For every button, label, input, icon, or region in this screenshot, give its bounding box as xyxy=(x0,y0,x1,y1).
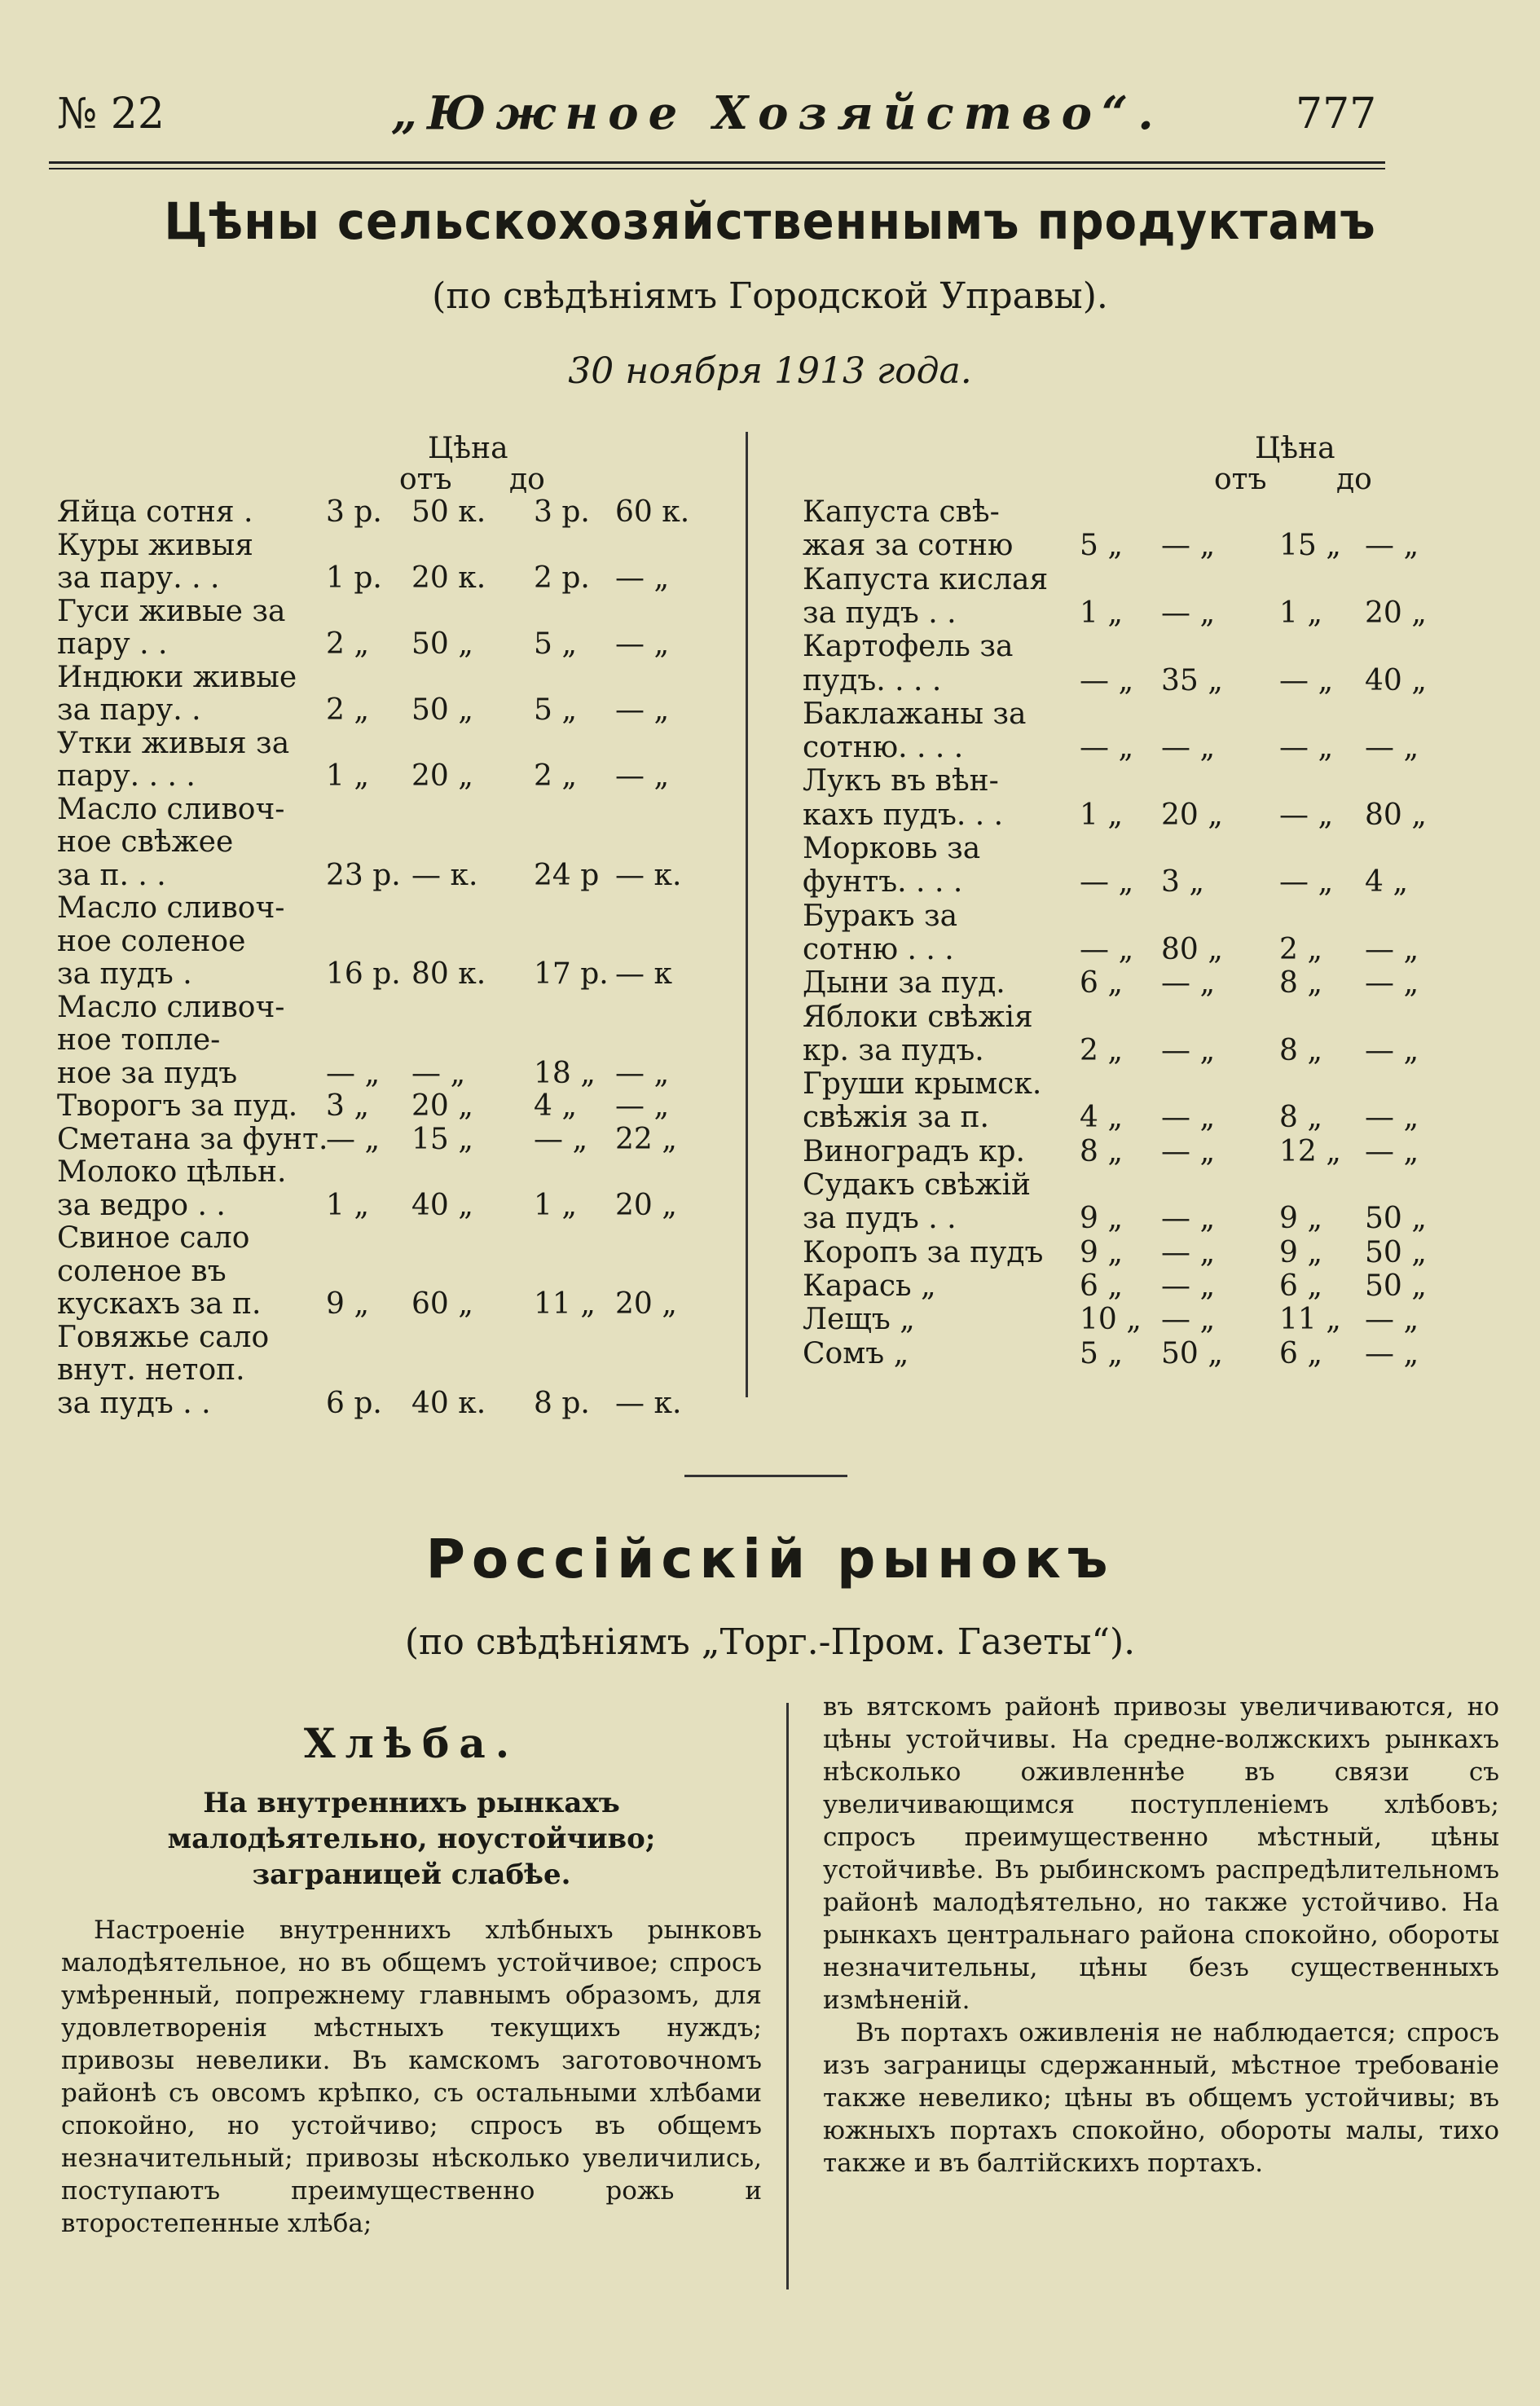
price-value: — „ xyxy=(1161,596,1216,630)
price-value: — к xyxy=(615,957,672,991)
price-value: 50 „ xyxy=(411,627,473,661)
price-value: 6 „ xyxy=(1279,1269,1322,1303)
price-value: 10 „ xyxy=(1080,1303,1142,1337)
price-value: 20 „ xyxy=(411,759,473,793)
price-value: 80 к. xyxy=(411,957,486,991)
product-label: Масло сливоч- xyxy=(57,792,285,826)
price-from-header: отъ xyxy=(399,463,452,496)
product-label: Масло сливоч- xyxy=(57,990,285,1024)
price-value: 9 „ xyxy=(1279,1235,1322,1269)
price-value: 8 р. xyxy=(534,1386,590,1420)
price-value: — „ xyxy=(1365,1336,1419,1370)
price-value: — к. xyxy=(615,858,682,892)
price-value: 24 р xyxy=(534,858,600,892)
price-value: 15 „ xyxy=(1279,529,1341,563)
price-value: 8 „ xyxy=(1279,1033,1322,1067)
product-label: свѣжія за п. xyxy=(803,1101,989,1135)
price-value: — „ xyxy=(1365,1303,1419,1337)
product-label: Коропъ за пудъ xyxy=(803,1235,1044,1269)
price-value: 4 „ xyxy=(1365,865,1408,900)
price-value: 2 „ xyxy=(1279,932,1322,966)
section-separator xyxy=(684,1475,847,1477)
product-label: пару . . xyxy=(57,627,168,661)
issue-number: № 22 xyxy=(57,90,165,139)
price-value: 4 „ xyxy=(534,1089,577,1123)
product-label: ное соленое xyxy=(57,924,246,958)
header-rule-thin xyxy=(49,168,1385,169)
price-value: 8 „ xyxy=(1279,966,1322,1001)
product-label: Говяжье сало xyxy=(57,1320,270,1354)
price-value: — „ xyxy=(1365,932,1419,966)
price-value: 8 „ xyxy=(1279,1101,1322,1135)
page-header xyxy=(49,81,1385,155)
price-value: — „ xyxy=(1161,731,1216,765)
product-label: кахъ пудъ. . . xyxy=(803,798,1004,832)
price-value: 8 „ xyxy=(1080,1134,1123,1168)
price-value: — „ xyxy=(1161,1202,1216,1236)
price-value: — к. xyxy=(411,858,478,892)
price-value: 3 „ xyxy=(1161,865,1204,900)
product-label: Баклажаны за xyxy=(803,697,1027,731)
product-label: Молоко цѣльн. xyxy=(57,1155,287,1189)
price-value: 2 „ xyxy=(534,759,577,793)
product-label: Виноградъ кр. xyxy=(803,1134,1025,1168)
product-label: Карась „ xyxy=(803,1269,936,1303)
price-value: — „ xyxy=(1080,865,1134,900)
price-value: 20 „ xyxy=(1161,798,1223,832)
price-value: — „ xyxy=(1365,731,1419,765)
product-label: за пудъ . . xyxy=(803,1202,957,1236)
price-value: 15 „ xyxy=(411,1122,473,1156)
grain-text-right: въ вятскомъ районѣ привозы увеличиваются, но цѣны устойчивы. На средне-волжскихъ рынкахъ нѣсколько оживленнѣе въ связи съ увеличивающимся поступленіемъ хлѣбовъ; спросъ преимущественно мѣстный, цѣны устойчивѣе. Въ рыбинскомъ распредѣлительномъ районѣ малодѣятельно, но также устойчиво. На рынкахъ центральнаго района спокойно, обороты незначительны, цѣны безъ существенныхъ измѣненій. xyxy=(823,1692,1499,2015)
price-value: — „ xyxy=(1279,663,1334,697)
price-value: 9 „ xyxy=(1279,1202,1322,1236)
price-to-header: до xyxy=(509,463,545,496)
price-value: 20 „ xyxy=(615,1188,677,1222)
price-value: — „ xyxy=(1279,731,1334,765)
product-label: Яблоки свѣжія xyxy=(803,1000,1033,1034)
price-value: — „ xyxy=(1279,865,1334,900)
product-label: за ведро . . xyxy=(57,1188,226,1222)
product-label: Свиное сало xyxy=(57,1221,250,1255)
price-value: — „ xyxy=(615,693,670,727)
prices-title: Цѣны сельскохозяйственнымъ продуктамъ xyxy=(164,191,1376,251)
product-label: сотню . . . xyxy=(803,932,954,966)
product-label: Индюки живые xyxy=(57,660,297,694)
price-value: — „ xyxy=(1365,966,1419,1001)
price-value: — „ xyxy=(1161,1235,1216,1269)
price-value: 5 „ xyxy=(534,627,577,661)
market-title: Россійскій рынокъ xyxy=(425,1528,1115,1590)
price-value: 1 „ xyxy=(1080,596,1123,630)
price-value: 9 „ xyxy=(1080,1235,1123,1269)
price-value: — „ xyxy=(411,1056,466,1090)
price-value: 50 „ xyxy=(1365,1202,1427,1236)
price-value: — „ xyxy=(1365,529,1419,563)
price-value: — „ xyxy=(1080,731,1134,765)
product-label: Сметана за фунт. xyxy=(57,1122,328,1156)
price-value: 11 „ xyxy=(534,1287,596,1321)
price-value: 40 к. xyxy=(411,1386,486,1420)
price-value: — „ xyxy=(534,1122,588,1156)
price-value: 6 „ xyxy=(1080,966,1123,1001)
price-value: — „ xyxy=(326,1056,381,1090)
price-value: — „ xyxy=(1161,1033,1216,1067)
product-label: Утки живыя за xyxy=(57,726,290,760)
price-value: — „ xyxy=(1365,1033,1419,1067)
column-divider xyxy=(786,1703,789,2289)
price-header: Цѣна xyxy=(1255,432,1335,465)
product-label: за пару. . . xyxy=(57,561,220,595)
price-value: 1 „ xyxy=(326,759,369,793)
column-divider xyxy=(746,432,748,1397)
product-label: Картофель за xyxy=(803,630,1014,664)
price-value: — „ xyxy=(1080,932,1134,966)
product-label: Куры живыя xyxy=(57,528,253,562)
product-label: Масло сливоч- xyxy=(57,891,285,925)
header-rule xyxy=(49,161,1385,164)
price-value: 6 р. xyxy=(326,1386,382,1420)
price-value: 22 „ xyxy=(615,1122,677,1156)
price-value: — „ xyxy=(1161,1134,1216,1168)
product-label: Судакъ свѣжій xyxy=(803,1168,1031,1202)
product-label: внут. нетоп. xyxy=(57,1353,245,1387)
price-value: 35 „ xyxy=(1161,663,1223,697)
price-value: 3 р. xyxy=(326,495,382,529)
price-value: 40 „ xyxy=(1365,663,1427,697)
price-value: 40 „ xyxy=(411,1188,473,1222)
product-label: Капуста свѣ- xyxy=(803,495,1000,529)
prices-subtitle: (по свѣдѣніямъ Городской Управы). xyxy=(432,275,1108,317)
page-number: 777 xyxy=(1296,90,1377,139)
product-label: Яйца сотня . xyxy=(57,495,253,529)
price-value: 5 „ xyxy=(1080,1336,1123,1370)
price-value: 2 „ xyxy=(1080,1033,1123,1067)
price-value: — „ xyxy=(326,1122,381,1156)
product-label: Лещъ „ xyxy=(803,1303,915,1337)
price-value: 80 „ xyxy=(1365,798,1427,832)
price-value: — „ xyxy=(1161,1101,1216,1135)
price-value: 50 „ xyxy=(411,693,473,727)
price-to-header: до xyxy=(1336,463,1372,496)
product-label: Буракъ за xyxy=(803,899,958,933)
product-label: за пудъ . xyxy=(57,957,192,991)
price-value: 1 „ xyxy=(534,1188,577,1222)
product-label: Груши крымск. xyxy=(803,1067,1042,1102)
price-value: — „ xyxy=(1080,663,1134,697)
price-value: — к. xyxy=(615,1386,682,1420)
grain-summary: На внутреннихъ рынкахъ малодѣятельно, ноустойчиво; заграницей слабѣе. xyxy=(167,1787,656,1891)
product-label: пудъ. . . . xyxy=(803,663,942,697)
product-label: Сомъ „ xyxy=(803,1336,909,1370)
price-value: 60 к. xyxy=(615,495,690,529)
product-label: за п. . . xyxy=(57,858,166,892)
price-value: — „ xyxy=(1161,1303,1216,1337)
price-value: — „ xyxy=(1279,798,1334,832)
product-label: Капуста кислая xyxy=(803,562,1049,596)
market-subtitle: (по свѣдѣніямъ „Торг.-Пром. Газеты“). xyxy=(404,1621,1136,1663)
price-value: 17 р. xyxy=(534,957,609,991)
product-label: сотню. . . . xyxy=(803,731,964,765)
price-value: — „ xyxy=(1161,966,1216,1001)
product-label: ное топле- xyxy=(57,1023,221,1057)
grain-column-left xyxy=(61,1719,762,2240)
product-label: ное за пудъ xyxy=(57,1056,238,1090)
grain-text-left: Настроеніе внутреннихъ хлѣбныхъ рынковъ малодѣятельное, но въ общемъ устойчивое; спросъ умѣренный, попрежнему главнымъ образомъ, для удовлетворенія мѣстныхъ текущихъ нуждъ; привозы невелики. Въ камскомъ заготовочномъ районѣ съ овсомъ крѣпко, съ остальными хлѣбами спокойно, но устойчиво; спросъ въ общемъ незначительный; привозы нѣсколько увеличились, поступаютъ преимущественно рожь и второстепенные хлѣба; xyxy=(61,1916,762,2238)
grain-column-right xyxy=(823,1691,1499,2179)
price-from-header: отъ xyxy=(1214,463,1267,496)
price-value: — „ xyxy=(615,1089,670,1123)
product-label: за пудъ . . xyxy=(57,1386,211,1420)
product-label: Творогъ за пуд. xyxy=(57,1089,298,1123)
product-label: Гуси живые за xyxy=(57,594,286,628)
price-value: — „ xyxy=(615,1056,670,1090)
price-value: 6 „ xyxy=(1080,1269,1123,1303)
price-value: — „ xyxy=(1365,1134,1419,1168)
price-value: 5 „ xyxy=(1080,529,1123,563)
price-value: 11 „ xyxy=(1279,1303,1341,1337)
price-value: 2 р. xyxy=(534,561,590,595)
price-value: — „ xyxy=(1161,529,1216,563)
price-value: 20 „ xyxy=(615,1287,677,1321)
price-value: — „ xyxy=(615,561,670,595)
price-value: — „ xyxy=(1365,1101,1419,1135)
product-label: ное свѣжее xyxy=(57,825,234,859)
price-value: — „ xyxy=(1161,1269,1216,1303)
price-value: 12 „ xyxy=(1279,1134,1341,1168)
ports-text: Въ портахъ оживленія не наблюдается; спросъ изъ заграницы сдержанный, мѣстное требованіе также невелико; цѣны въ общемъ устойчивы; въ южныхъ портахъ спокойно, обороты малы, тихо также и въ балтійскихъ портахъ. xyxy=(823,2018,1499,2178)
price-value: 50 „ xyxy=(1365,1235,1427,1269)
price-header: Цѣна xyxy=(428,432,508,465)
grain-heading: Хлѣба. xyxy=(303,1719,520,1767)
price-value: 2 „ xyxy=(326,627,369,661)
price-value: 3 „ xyxy=(326,1089,369,1123)
price-value: 18 „ xyxy=(534,1056,596,1090)
price-value: 23 р. xyxy=(326,858,401,892)
price-value: 50 „ xyxy=(1365,1269,1427,1303)
price-value: 9 „ xyxy=(326,1287,369,1321)
product-label: пару. . . . xyxy=(57,759,196,793)
price-value: — „ xyxy=(615,627,670,661)
product-label: соленое въ xyxy=(57,1254,227,1288)
product-label: фунтъ. . . . xyxy=(803,865,963,900)
price-value: 16 р. xyxy=(326,957,401,991)
product-label: кускахъ за п. xyxy=(57,1287,262,1321)
price-value: 20 к. xyxy=(411,561,486,595)
price-value: 3 р. xyxy=(534,495,590,529)
product-label: жая за сотню xyxy=(803,529,1014,563)
price-value: 60 „ xyxy=(411,1287,473,1321)
price-value: — „ xyxy=(615,759,670,793)
journal-title: „Южное Хозяйство“. xyxy=(391,86,1164,140)
price-value: 6 „ xyxy=(1279,1336,1322,1370)
price-value: 20 „ xyxy=(1365,596,1427,630)
price-value: 50 к. xyxy=(411,495,486,529)
price-value: 80 „ xyxy=(1161,932,1223,966)
price-value: 2 „ xyxy=(326,693,369,727)
product-label: Морковь за xyxy=(803,832,981,865)
price-value: 50 „ xyxy=(1161,1336,1223,1370)
prices-date: 30 ноября 1913 года. xyxy=(568,350,972,392)
price-value: 5 „ xyxy=(534,693,577,727)
price-value: 1 „ xyxy=(1279,596,1322,630)
product-label: кр. за пудъ. xyxy=(803,1033,984,1067)
price-value: 20 „ xyxy=(411,1089,473,1123)
price-value: 1 „ xyxy=(326,1188,369,1222)
product-label: Лукъ въ вѣн- xyxy=(803,764,999,798)
product-label: за пудъ . . xyxy=(803,596,957,630)
price-value: 1 р. xyxy=(326,561,382,595)
product-label: Дыни за пуд. xyxy=(803,966,1005,1001)
product-label: за пару. . xyxy=(57,693,201,727)
price-value: 1 „ xyxy=(1080,798,1123,832)
price-value: 9 „ xyxy=(1080,1202,1123,1236)
price-value: 4 „ xyxy=(1080,1101,1123,1135)
